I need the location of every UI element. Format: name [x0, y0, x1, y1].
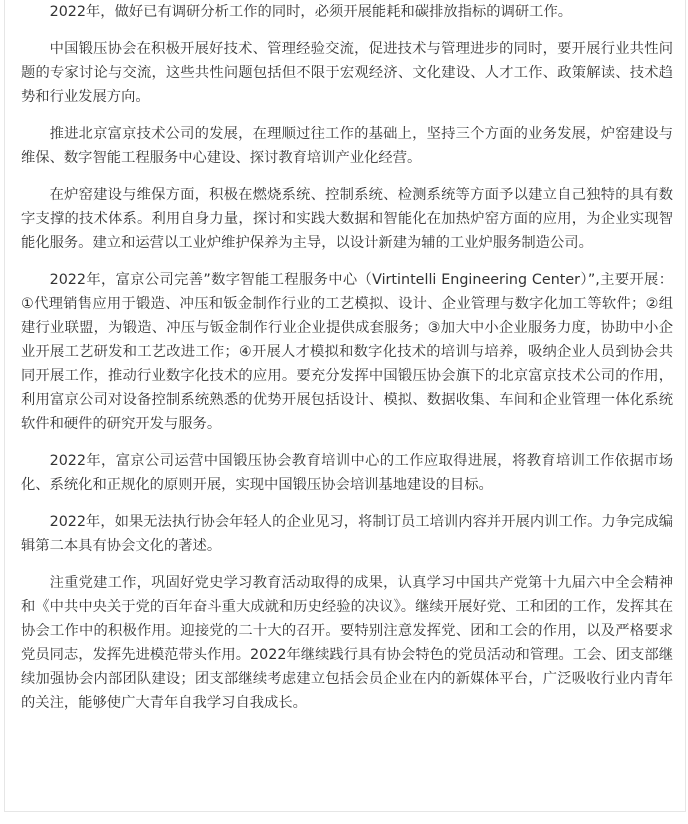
paragraph-education-training-center: 2022年，富京公司运营中国锻压协会教育培训中心的工作应取得进展，将教育培训工作依据市场化、系统化和正规化的原则开展，实现中国锻压协会培训基地建设的目标。: [21, 453, 673, 493]
document-body: [21, 0, 673, 715]
paragraph-party-building: 注重党建工作，巩固好党史学习教育活动取得的成果，认真学习中国共产党第十九届六中全会精神和《中共中央关于党的百年奋斗重大成就和历史经验的决议》。继续开展好党、工和团的工作，发挥其在协会工作中的积极作用。迎接党的二十大的召开。要特别注意发挥党、团和工会的作用，以及严格要求党员同志，发挥先进模范带头作用。2022年继续践行具有协会特色的党员活动和管理。工会、团支部继续加强协会内部团队建设；团支部继续考虑建立包括会员企业在内的新媒体平台，广泛吸收行业内青年的关注，能够使广大青年自我学习自我成长。: [21, 575, 673, 711]
paragraph-furnace-maintenance: 在炉窑建设与维保方面，积极在燃烧系统、控制系统、检测系统等方面予以建立自己独特的具有数字支撑的技术体系。利用自身力量，探讨和实践大数据和智能化在加热炉窑方面的应用，为企业实现智能化服务。建立和运营以工业炉维护保养为主导，以设计新建为辅的工业炉服务制造公司。: [21, 187, 673, 251]
paragraph-expert-exchange: 中国锻压协会在积极开展好技术、管理经验交流，促进技术与管理进步的同时，要开展行业共性问题的专家讨论与交流，这些共性问题包括但不限于宏观经济、文化建设、人才工作、政策解读、技术趋势和行业发展方向。: [21, 41, 673, 105]
paragraph-fujing-development: 推进北京富京技术公司的发展，在理顺过往工作的基础上，坚持三个方面的业务发展，炉窑建设与维保、数字智能工程服务中心建设、探讨教育培训产业化经营。: [21, 126, 673, 166]
paragraph-energy-carbon-research: 2022年，做好已有调研分析工作的同时，必须开展能耗和碳排放指标的调研工作。: [49, 4, 573, 20]
document-page: [4, 0, 686, 812]
paragraph-staff-training: 2022年，如果无法执行协会年轻人的企业见习，将制订员工培训内容并开展内训工作。力争完成编辑第二本具有协会文化的著述。: [21, 514, 673, 554]
paragraph-digital-engineering-center: 2022年，富京公司完善”数字智能工程服务中心（Virtintelli Engineering Center）”,主要开展：①代理销售应用于锻造、冲压和钣金制作行业的工艺模拟、设计、企业管理与数字化加工等软件；②组建行业联盟，为锻造、冲压与钣金制作行业企业提供成套服务；③加大中小企业服务力度，协助中小企业开展工艺研发和工艺改进工作；④开展人才模拟和数字化技术的培训与培养，吸纳企业人员到协会共同开展工作，推动行业数字化技术的应用。要充分发挥中国锻压协会旗下的北京富京技术公司的作用，利用富京公司对设备控制系统熟悉的优势开展包括设计、模拟、数据收集、车间和企业管理一体化系统软件和硬件的研究开发与服务。: [21, 272, 673, 432]
